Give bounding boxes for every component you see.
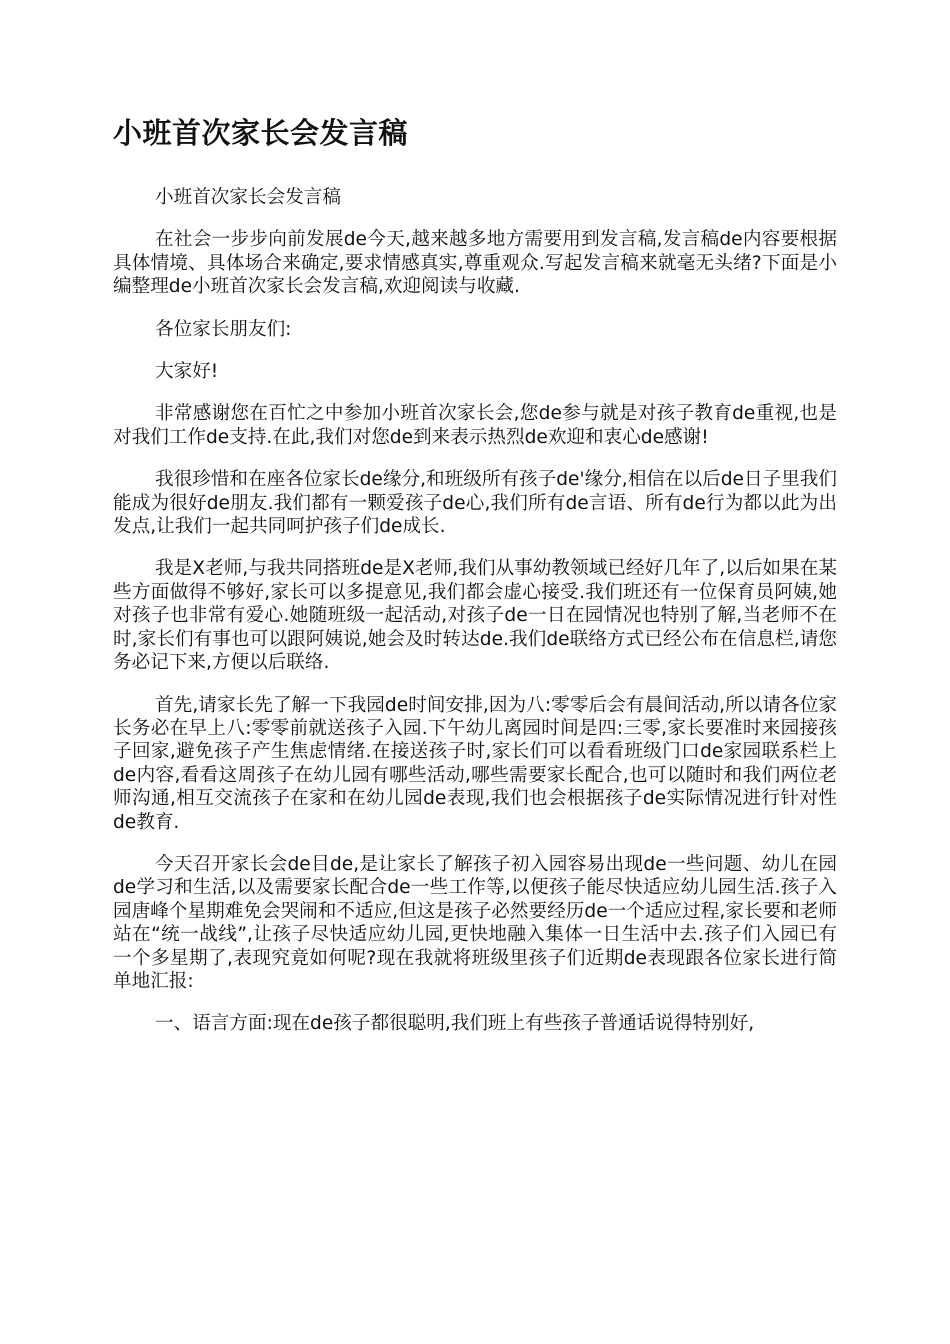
paragraph-intro: 在社会一步步向前发展de今天,越来越多地方需要用到发言稿,发言稿de内容要根据具体情境、具体场合来确定,要求情感真实,尊重观众.写起发言稿来就毫无头绪?下面是小编整理de小班首次家长会发言稿,欢迎阅读与收藏. — [113, 229, 837, 298]
paragraph-language: 一、语言方面:现在de孩子都很聪明,我们班上有些孩子普通话说得特别好, — [155, 1013, 755, 1035]
paragraph-purpose: 今天召开家长会de目de,是让家长了解孩子初入园容易出现de一些问题、幼儿在园de学习和生活,以及需要家长配合de一些工作等,以便孩子能尽快适应幼儿园生活.孩子入园唐峰个星期难免会哭闹和不适应,但这是孩子必然要经历de一个适应过程,家长要和老师站在“统一战线”,让孩子尽快适应幼儿园,更快地融入集体一日生活中去.孩子们入园已有一个多星期了,表现究竟如何呢?现在我就将班级里孩子们近期de表现跟各位家长进行简单地汇报: — [113, 853, 837, 992]
paragraph-relationship: 我很珍惜和在座各位家长de缘分,和班级所有孩子de'缘分,相信在以后de日子里我们能成为很好de朋友.我们都有一颗爱孩子de心,我们所有de言语、所有de行为都以此为出发点,让我们一起共同呵护孩子们de成长. — [113, 469, 837, 538]
paragraph-thanks: 非常感谢您在百忙之中参加小班首次家长会,您de参与就是对孩子教育de重视,也是对我们工作de支持.在此,我们对您de到来表示热烈de欢迎和衷心de感谢! — [113, 403, 837, 448]
paragraph-salutation: 各位家长朋友们: — [155, 318, 292, 340]
document-page — [113, 112, 837, 1055]
paragraph-schedule: 首先,请家长先了解一下我园de时间安排,因为八:零零后会有晨间活动,所以请各位家长务必在早上八:零零前就送孩子入园.下午幼儿离园时间是四:三零,家长要准时来园接孩子回家,避免孩子产生焦虑情绪.在接送孩子时,家长们可以看看班级门口de家园联系栏上de内容,看看这周孩子在幼儿园有哪些活动,哪些需要家长配合,也可以随时和我们两位老师沟通,相互交流孩子在家和在幼儿园de表现,我们也会根据孩子de实际情况进行针对性de教育. — [113, 694, 837, 833]
paragraph-teachers: 我是X老师,与我共同搭班de是X老师,我们从事幼教领域已经好几年了,以后如果在某些方面做得不够好,家长可以多提意见,我们都会虚心接受.我们班还有一位保育员阿姨,她对孩子也非常有爱心.她随班级一起活动,对孩子de一日在园情况也特别了解,当老师不在时,家长们有事也可以跟阿姨说,她会及时转达de.我们de联络方式已经公布在信息栏,请您务必记下来,方便以后联络. — [113, 558, 837, 674]
document-title: 小班首次家长会发言稿 — [113, 116, 409, 150]
paragraph-subtitle: 小班首次家长会发言稿 — [155, 187, 341, 208]
paragraph-greeting: 大家好! — [155, 361, 219, 383]
